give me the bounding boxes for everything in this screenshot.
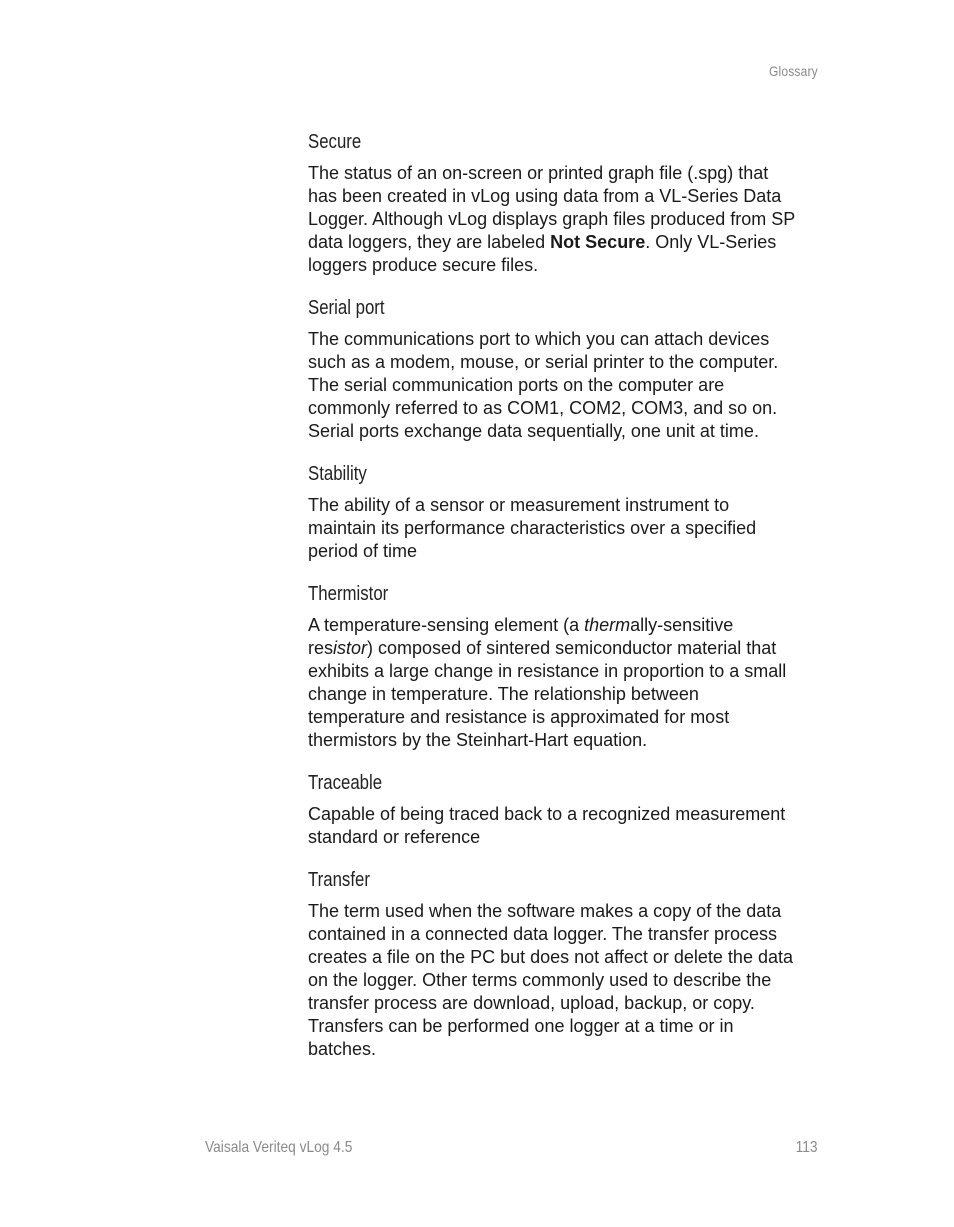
definition-text: ally-sensitive res <box>308 615 734 658</box>
definition-text: The status of an on-screen or printed graph file (.spg) that has been created in vLog using data from a VL-Series Data Logger. Although vLog displays graph files produced from SP data loggers, they are labeled <box>308 163 796 252</box>
glossary-term: Secure <box>308 131 362 153</box>
glossary-definition: Capable of being traced back to a recognized measurement standard or reference <box>308 804 786 847</box>
glossary-term: Transfer <box>308 869 370 891</box>
definition-italic-text: istor <box>333 638 368 658</box>
glossary-entry-thermistor <box>308 582 820 752</box>
glossary-term: Thermistor <box>308 583 389 605</box>
glossary-definition <box>308 614 820 752</box>
glossary-term: Traceable <box>308 772 383 794</box>
glossary-definition: The term used when the software makes a copy of the data contained in a connected data logger. The transfer process creates a file on the PC but does not affect or delete the data on the logger. Other terms commonly used to describe the transfer process are download, upload, backup, or copy. Transfers can be performed one logger at a time or in batches. <box>308 901 793 1059</box>
glossary-term: Stability <box>308 463 367 485</box>
definition-bold-text: Not Secure <box>550 232 646 252</box>
glossary-definition: The communications port to which you can attach devices such as a modem, mouse, or serial printer to the computer. The serial communication ports on the computer are commonly referred to as COM1, COM2, COM3, and so on. Serial ports exchange data sequentially, one unit at time. <box>308 329 779 441</box>
glossary-term: Serial port <box>308 297 385 319</box>
definition-text: ) composed of sintered semiconductor material that exhibits a large change in resistance in proportion to a small change in temperature. The relationship between temperature and resistance is approximated for most thermistors by the Steinhart-Hart equation. <box>308 638 787 750</box>
definition-text: A temperature-sensing element (a <box>308 615 585 635</box>
running-head: Glossary <box>769 63 818 79</box>
glossary-entry-secure <box>308 130 820 277</box>
glossary-entry-traceable <box>308 771 820 849</box>
definition-text: . Only VL-Series loggers produce secure files. <box>308 232 777 275</box>
footer-product-name: Vaisala Veriteq vLog 4.5 <box>205 1139 353 1156</box>
glossary-entry-transfer <box>308 868 820 1061</box>
glossary-definition: The ability of a sensor or measurement instrument to maintain its performance characteristics over a specified period of time <box>308 495 757 561</box>
glossary-entry-serial-port <box>308 296 820 443</box>
definition-italic-text: therm <box>584 615 631 635</box>
glossary-content <box>308 130 820 1080</box>
footer-page-number: 113 <box>796 1139 818 1156</box>
glossary-definition <box>308 162 820 277</box>
glossary-entry-stability <box>308 462 820 563</box>
